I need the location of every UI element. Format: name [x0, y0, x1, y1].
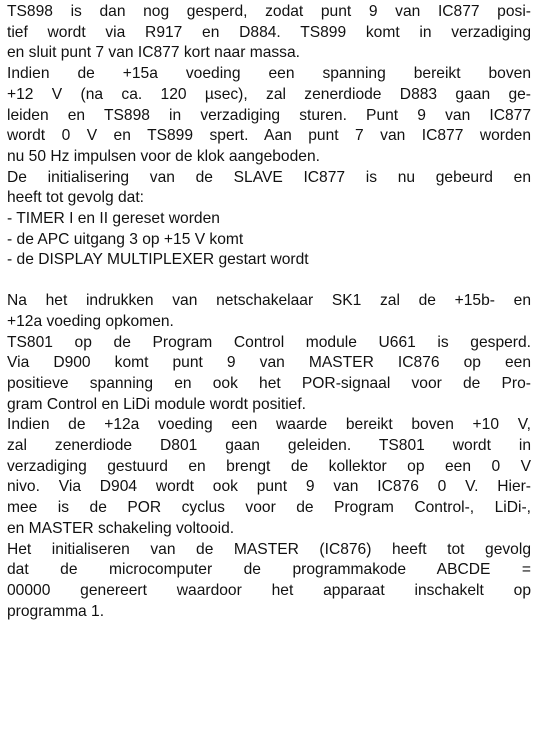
text-line: tief wordt via R917 en D884. TS899 komt in verzadiging	[7, 23, 531, 41]
text-line: Het initialiseren van de MASTER (IC876) heeft tot gevolg	[7, 540, 531, 558]
list-item: - de DISPLAY MULTIPLEXER gestart wordt	[7, 251, 309, 269]
paragraph-gap	[7, 271, 531, 291]
text-line: Na het indrukken van netschakelaar SK1 zal de +15b- en	[7, 292, 531, 310]
text-line: en sluit punt 7 van IC877 kort naar massa.	[7, 44, 300, 62]
text-line: mee is de POR cyclus voor de Program Control-, LiDi-,	[7, 499, 531, 517]
text-line: gram Control en LiDi module wordt positief.	[7, 395, 307, 413]
text-line: nivo. Via D904 wordt ook punt 9 van IC876 0 V. Hier-	[7, 478, 531, 496]
text-line: wordt 0 V en TS899 spert. Aan punt 7 van IC877 worden	[7, 127, 531, 145]
text-line: De initialisering van de SLAVE IC877 is nu gebeurd en	[7, 168, 531, 186]
section-slave-initialisation	[7, 2, 531, 271]
section-master-initialisation	[7, 291, 531, 622]
document-page	[7, 2, 531, 622]
text-line: dat de microcomputer de programmakode ABCDE =	[7, 561, 531, 579]
text-line: TS898 is dan nog gesperd, zodat punt 9 van IC877 posi-	[7, 3, 531, 20]
text-line: en MASTER schakeling voltooid.	[7, 519, 235, 537]
text-line: leiden en TS898 in verzadiging sturen. Punt 9 van IC877	[7, 106, 531, 124]
text-line: Indien de +15a voeding een spanning bereikt boven	[7, 65, 531, 83]
text-line: TS801 op de Program Control module U661 is gesperd.	[7, 333, 531, 351]
list-item: - TIMER I en II gereset worden	[7, 210, 220, 228]
text-line: zal zenerdiode D801 gaan geleiden. TS801 wordt in	[7, 437, 531, 455]
text-line: Indien de +12a voeding een waarde bereikt boven +10 V,	[7, 416, 531, 434]
text-line: Via D900 komt punt 9 van MASTER IC876 op een	[7, 354, 531, 372]
text-line: 00000 genereert waardoor het apparaat inschakelt op	[7, 581, 531, 599]
text-line: +12a voeding opkomen.	[7, 312, 174, 330]
text-line: verzadiging gestuurd en brengt de kollektor op een 0 V	[7, 457, 531, 475]
text-line: +12 V (na ca. 120 µsec), zal zenerdiode D883 gaan ge-	[7, 85, 531, 103]
text-line: heeft tot gevolg dat:	[7, 189, 144, 207]
text-line: nu 50 Hz impulsen voor de klok aangeboden.	[7, 147, 320, 165]
text-line: programma 1.	[7, 602, 105, 620]
text-line: positieve spanning en ook het POR-signaal voor de Pro-	[7, 374, 531, 392]
list-item: - de APC uitgang 3 op +15 V komt	[7, 230, 244, 248]
